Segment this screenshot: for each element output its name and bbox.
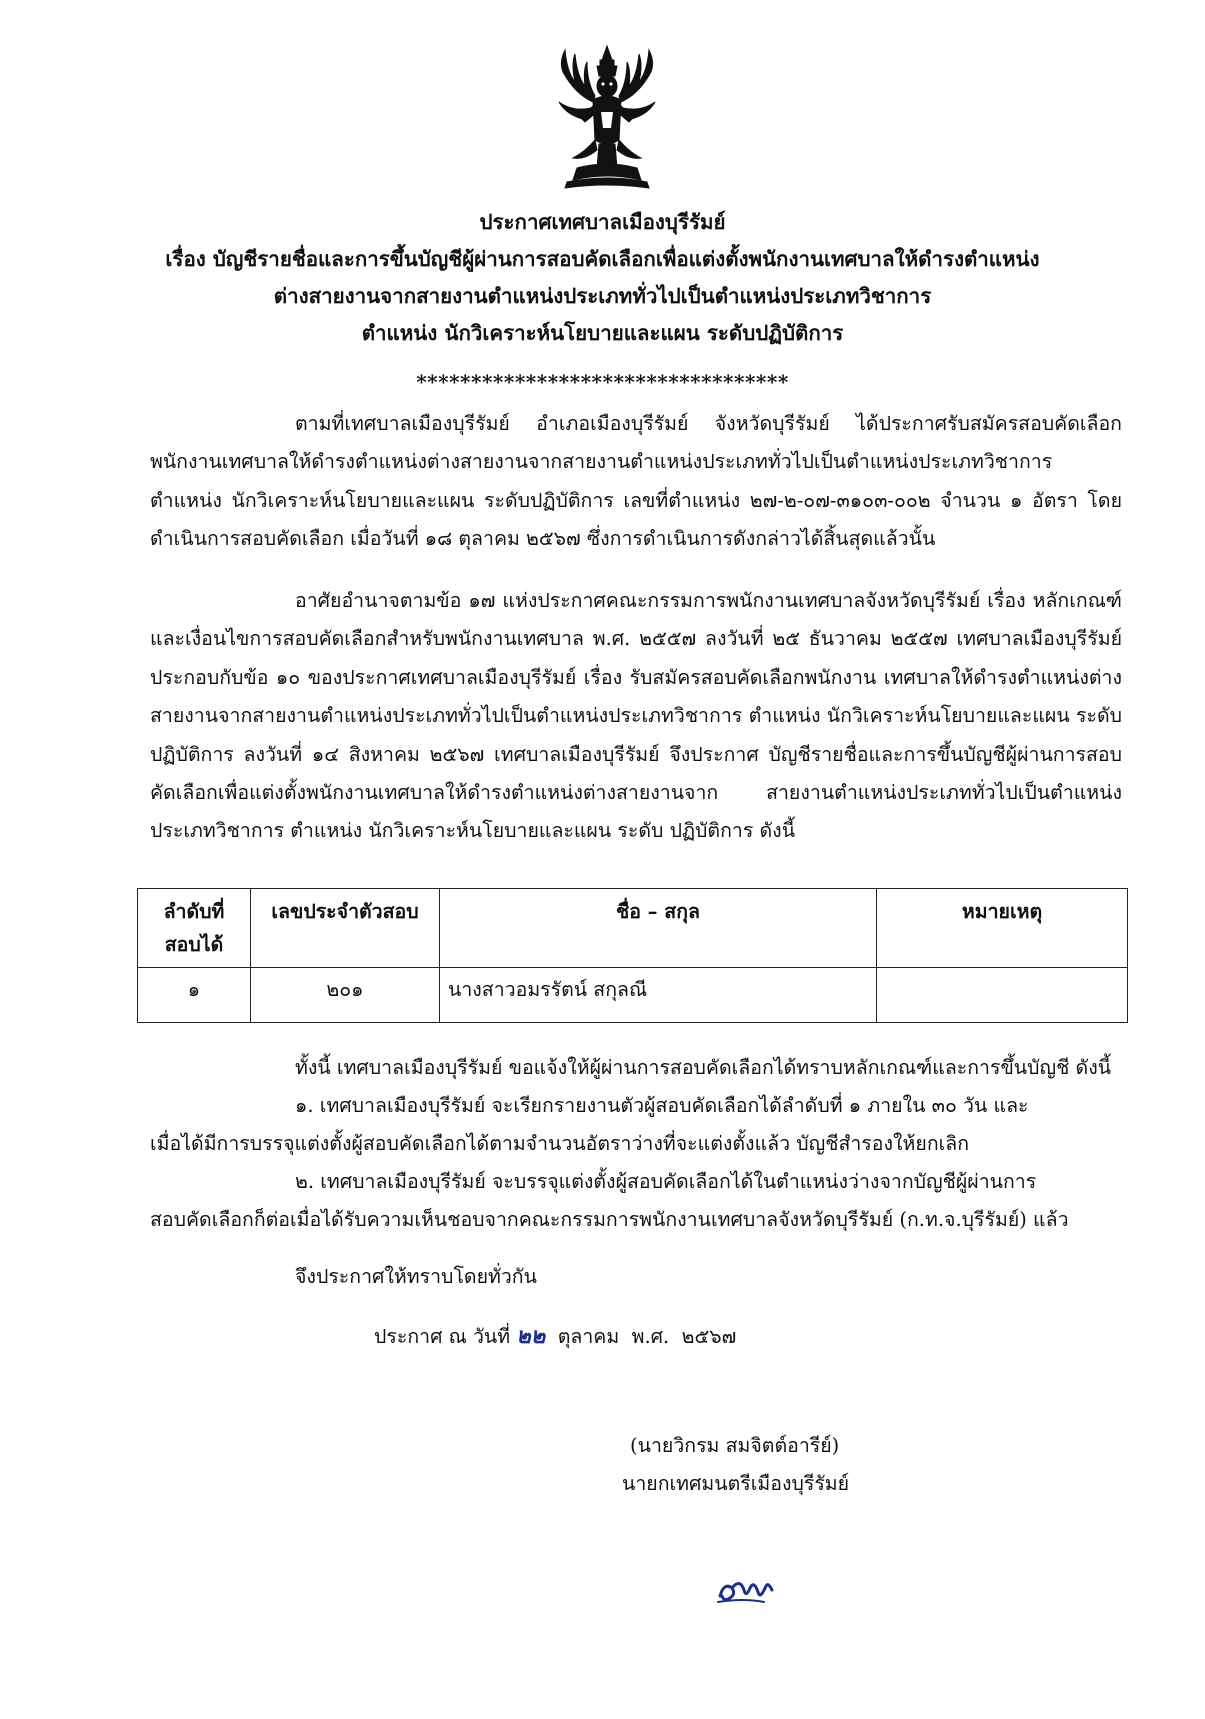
cell-remark — [877, 968, 1128, 1023]
results-table — [137, 888, 1128, 1023]
header-rank-line1: ลำดับที่ — [163, 900, 225, 923]
header-exam-id: เลขประจำตัวสอบ — [251, 889, 440, 968]
paragraph-2 — [150, 582, 1122, 851]
garuda-emblem-icon — [545, 42, 670, 192]
signer-name: (นายวิกรม สมจิตต์อารีย์) — [630, 1434, 840, 1457]
header-remark: หมายเหตุ — [877, 889, 1128, 968]
separator-stars: ********************************** — [416, 370, 789, 394]
header-name: ชื่อ – สกุล — [440, 889, 877, 968]
cell-name: นางสาวอมรรัตน์ สกุลณี — [440, 968, 877, 1023]
subject-line-3: ตำแหน่ง นักวิเคราะห์นโยบายและแผน ระดับปฏิบัติการ — [361, 321, 844, 345]
header-rank — [138, 889, 251, 968]
signer-position: นายกเทศมนตรีเมืองบุรีรัมย์ — [622, 1472, 850, 1495]
closing-line: จึงประกาศให้ทราบโดยทั่วกัน — [295, 1265, 537, 1288]
date-era: พ.ศ. — [631, 1325, 670, 1348]
note-item-2-line-1: ๒. เทศบาลเมืองบุรีรัมย์ จะบรรจุแต่งตั้งผู้สอบคัดเลือกได้ในตำแหน่งว่างจากบัญชีผู้ผ่านการ — [295, 1170, 1037, 1193]
table-header-row — [138, 889, 1128, 968]
cell-exam-id: ๒๐๑ — [251, 968, 440, 1023]
cell-rank: ๑ — [138, 968, 251, 1023]
date-prefix: ประกาศ ณ วันที่ — [374, 1325, 511, 1348]
paragraph-1 — [150, 405, 1122, 559]
announcement-title: ประกาศเทศบาลเมืองบุรีรัมย์ — [479, 210, 726, 234]
paragraph-2-text: อาศัยอำนาจตามข้อ ๑๗ แห่งประกาศคณะกรรมการพนักงานเทศบาลจังหวัดบุรีรัมย์ เรื่อง หลักเกณฑ์และเงื่อนไขการสอบคัดเลือกสำหรับพนักงานเทศบาล พ.ศ. ๒๕๕๗ ลงวันที่ ๒๕ ธันวาคม ๒๕๕๗ เทศบาลเมืองบุรีรัมย์ ประกอบกับข้อ ๑๐ ของประกาศเทศบาลเมืองบุรีรัมย์ เรื่อง รับสมัครสอบคัดเลือกพนักงาน เทศบาลให้ดำรงตำแหน่งต่างสายงานจากสายงานตำแหน่งประเภททั่วไปเป็นตำแหน่งประเภทวิชาการ ตำแหน่ง นักวิเคราะห์นโยบายและแผน ระดับปฏิบัติการ ลงวันที่ ๑๔ สิงหาคม ๒๕๖๗ เทศบาลเมืองบุรีรัมย์ จึงประกาศ บัญชีรายชื่อและการขึ้นบัญชีผู้ผ่านการสอบคัดเลือกเพื่อแต่งตั้งพนักงานเทศบาลให้ดำรงตำแหน่งต่างสายงานจาก สายงานตำแหน่งประเภททั่วไปเป็นตำแหน่งประเภทวิชาการ ตำแหน่ง นักวิเคราะห์นโยบายและแผน ระดับ ปฏิบัติการ ดังนี้ — [150, 589, 1122, 843]
date-year: ๒๕๖๗ — [681, 1325, 737, 1348]
paragraph-1-text: ตามที่เทศบาลเมืองบุรีรัมย์ อำเภอเมืองบุรีรัมย์ จังหวัดบุรีรัมย์ ได้ประกาศรับสมัครสอบคัดเลือก พนักงานเทศบาลให้ดำรงตำแหน่งต่างสายงานจากสายงานตำแหน่งประเภททั่วไปเป็นตำแหน่งประเภทวิชาการ ตำแหน่ง นักวิเคราะห์นโยบายและแผน ระดับปฏิบัติการ เลขที่ตำแหน่ง ๒๗-๒-๐๗-๓๑๐๓-๐๐๒ จำนวน ๑ อัตรา โดยดำเนินการสอบคัดเลือก เมื่อวันที่ ๑๘ ตุลาคม ๒๕๖๗ ซึ่งการดำเนินการดังกล่าวได้สิ้นสุดแล้วนั้น — [150, 412, 1122, 551]
date-day: ๒๒ — [516, 1324, 546, 1349]
handwritten-signature-icon — [714, 1574, 776, 1608]
header-rank-line2: สอบได้ — [164, 933, 224, 956]
subject-line-2: ต่างสายงานจากสายงานตำแหน่งประเภททั่วไปเป็นตำแหน่งประเภทวิชาการ — [273, 284, 932, 308]
subject-line-1: เรื่อง บัญชีรายชื่อและการขึ้นบัญชีผู้ผ่านการสอบคัดเลือกเพื่อแต่งตั้งพนักงานเทศบาลให้ดำรงตำแหน่ง — [165, 247, 1040, 271]
note-item-1-line-2: เมื่อได้มีการบรรจุแต่งตั้งผู้สอบคัดเลือกได้ตามจำนวนอัตราว่างที่จะแต่งตั้งแล้ว บัญชีสำรองให้ยกเลิก — [150, 1132, 970, 1155]
table-row — [138, 968, 1128, 1023]
announcement-date — [374, 1318, 736, 1353]
note-item-2-line-2: สอบคัดเลือกก็ต่อเมื่อได้รับความเห็นชอบจากคณะกรรมการพนักงานเทศบาลจังหวัดบุรีรัมย์ (ก.ท.จ.บุรีรัมย์) แล้ว — [150, 1208, 1069, 1231]
date-month: ตุลาคม — [557, 1325, 620, 1348]
note-item-1-line-1: ๑. เทศบาลเมืองบุรีรัมย์ จะเรียกรายงานตัวผู้สอบคัดเลือกได้ลำดับที่ ๑ ภายใน ๓๐ วัน และ — [295, 1094, 1029, 1117]
notes-intro: ทั้งนี้ เทศบาลเมืองบุรีรัมย์ ขอแจ้งให้ผู้ผ่านการสอบคัดเลือกได้ทราบหลักเกณฑ์และการขึ้นบัญชี ดังนี้ — [295, 1056, 1112, 1079]
